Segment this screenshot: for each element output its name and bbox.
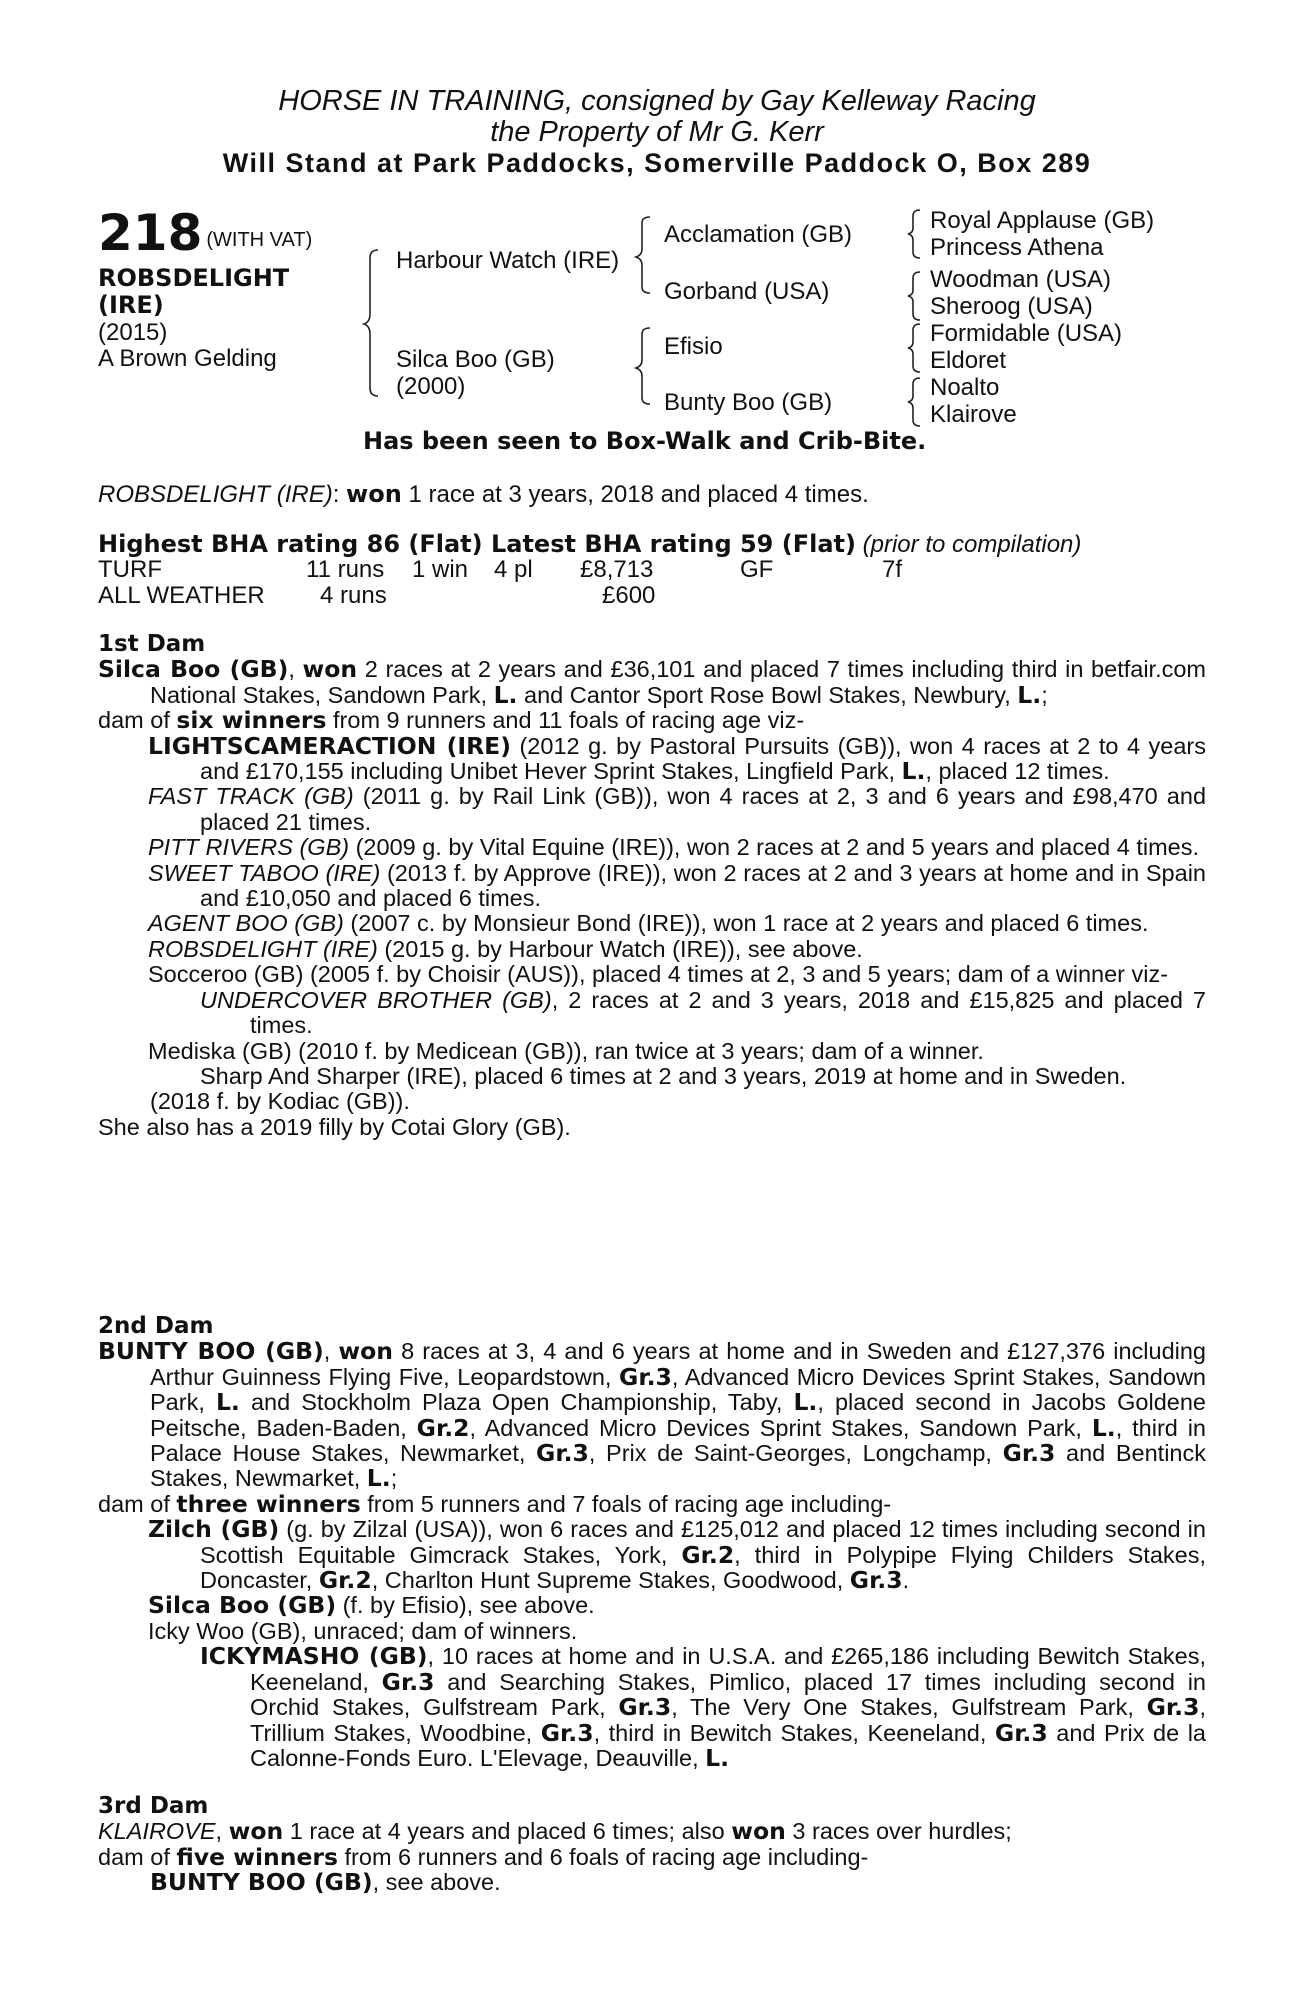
property-line: the Property of Mr G. Kerr [490, 116, 824, 148]
second-dam-produce: dam of three winners from 5 runners and 7 foals of racing age including- [98, 1489, 892, 1518]
first-dam-produce: dam of six winners from 9 runners and 11 foals of racing age viz- [98, 706, 805, 735]
race-summary: ROBSDELIGHT (IRE): won 1 race at 3 years, 2018 and placed 4 times. [98, 480, 869, 508]
ratings-line [98, 530, 1081, 559]
turf-distance: 7f [882, 556, 903, 583]
pedigree-dsd: Eldoret [930, 347, 1007, 374]
turf-earnings: £8,713 [580, 556, 654, 583]
produce-silca-boo: Silca Boo (GB) (f. by Efisio), see above. [148, 1591, 595, 1620]
aw-earnings: £600 [602, 582, 656, 609]
ratings-text: Highest BHA rating 86 (Flat) Latest BHA rating 59 (Flat) [98, 530, 856, 558]
horse-year: (2015) [98, 319, 168, 346]
pedigree-dam-year: (2000) [396, 373, 466, 400]
pedigree-sdd: Sheroog (USA) [930, 293, 1093, 320]
location-line: Will Stand at Park Paddocks, Somerville Paddock O, Box 289 [222, 148, 1092, 178]
produce-8-offspring: Sharp And Sharper (IRE), placed 6 times at 2 and 3 years, 2019 at home and in Sweden. [200, 1062, 1127, 1089]
produce-2: FAST TRACK (GB) (2011 g. by Rail Link (GB)), won 4 races at 2, 3 and 6 years and £98,470 and placed 21 times. [148, 783, 1207, 835]
horse-suffix: (IRE) [98, 291, 164, 319]
produce-icky-woo: Icky Woo (GB), unraced; dam of winners. [148, 1617, 578, 1644]
lot-number: 218 [98, 204, 203, 262]
produce-1: LIGHTSCAMERACTION (IRE) (2012 g. by Pastoral Pursuits (GB)), won 4 races at 2 to 4 years and £170,155 including Unibet Hever Sprint Stakes, Lingfield Park, L., placed 12 times. [148, 731, 1206, 786]
produce-6: ROBSDELIGHT (IRE) (2015 g. by Harbour Watch (IRE)), see above. [148, 935, 863, 962]
pedigree-brace-1 [364, 248, 384, 398]
horse-description: A Brown Gelding [98, 345, 277, 372]
second-dam-record: BUNTY BOO (GB), won 8 races at 3, 4 and 6 years at home and in Sweden and £127,376 including Arthur Guinness Flying Five, Leopardstown, Gr.3, Advanced Micro Devices Sprint Stakes, Sandown Park, L. and Stockholm Plaza Open Championship, Taby, L., placed second in Jacobs Goldene Peitsche, Baden-Baden, Gr.2, Advanced Micro Devices Sprint Stakes, Sandown Park, L., third in Palace House Stakes, Newmarket, Gr.3, Prix de Saint-Georges, Longchamp, Gr.3 and Bentinck Stakes, Newmarket, L.; [98, 1337, 1207, 1493]
third-dam-heading: 3rd Dam [98, 1793, 209, 1819]
first-dam-record: Silca Boo (GB), won 2 races at 2 years and £36,101 and placed 7 times including third in betfair.com National Stakes, Sandown Park, L. and Cantor Sport Rose Bowl Stakes, Newbury, L.; [98, 655, 1207, 709]
ratings-note: (prior to compilation) [862, 531, 1082, 558]
produce-zilch: Zilch (GB) (g. by Zilzal (USA)), won 6 races and £125,012 and placed 12 times including second in Scottish Equitable Gimcrack Stakes, York, Gr.2, third in Polypipe Flying Childers Stakes, Doncaster, Gr.2, Charlton Hunt Supreme Stakes, Goodwood, Gr.3. [148, 1515, 1206, 1595]
summary-horse-name: ROBSDELIGHT (IRE) [98, 481, 333, 508]
pedigree-dss: Formidable (USA) [930, 320, 1123, 347]
pedigree-sss: Royal Applause (GB) [930, 207, 1155, 234]
pedigree-dam: Silca Boo (GB) [396, 346, 555, 373]
pedigree-sire-dam: Gorband (USA) [664, 278, 830, 305]
turf-label: TURF [98, 556, 162, 583]
first-dam-section [98, 632, 1206, 1140]
produce-10: She also has a 2019 filly by Cotai Glory (GB). [98, 1113, 571, 1140]
pedigree-dam-sire: Efisio [664, 333, 723, 360]
pedigree-dds: Noalto [930, 374, 1000, 401]
turf-runs: 11 runs [306, 556, 385, 583]
pedigree-ssd: Princess Athena [930, 234, 1104, 261]
produce-bunty-boo: BUNTY BOO (GB), see above. [150, 1868, 501, 1897]
pedigree-sire-sire: Acclamation (GB) [664, 221, 853, 248]
first-dam-heading: 1st Dam [98, 631, 206, 657]
second-dam-section [98, 1314, 1206, 1771]
third-dam-record: KLAIROVE, won 1 race at 4 years and placed 6 times; also won 3 races over hurdles; [98, 1817, 1012, 1846]
produce-9: (2018 f. by Kodiac (GB)). [150, 1088, 410, 1115]
produce-7-offspring: UNDERCOVER BROTHER (GB), 2 races at 2 and 3 years, 2018 and £15,825 and placed 7 times. [200, 986, 1207, 1039]
pedigree-brace-6 [908, 322, 924, 374]
turf-wins: 1 win [412, 556, 469, 583]
turf-going: GF [740, 556, 774, 583]
produce-8: Mediska (GB) (2010 f. by Medicean (GB)), ran twice at 3 years; dam of a winner. [148, 1037, 984, 1064]
pedigree-brace-4 [908, 208, 924, 260]
pedigree-brace-7 [908, 376, 924, 428]
lot-number-block [98, 204, 313, 262]
third-dam-produce: dam of five winners from 6 runners and 6 foals of racing age including- [98, 1842, 869, 1871]
produce-5: AGENT BOO (GB) (2007 c. by Monsieur Bond (IRE)), won 1 race at 2 years and placed 6 times. [148, 910, 1149, 937]
sale-heading: HORSE IN TRAINING, consigned by Gay Kelleway Racing [278, 85, 1036, 117]
pedigree-dam-dam: Bunty Boo (GB) [664, 389, 833, 416]
aw-runs: 4 runs [320, 582, 387, 609]
vices-notice: Has been seen to Box-Walk and Crib-Bite. [363, 427, 927, 455]
aw-label: ALL WEATHER [98, 582, 265, 609]
pedigree-ddd: Klairove [930, 401, 1017, 428]
pedigree-brace-3 [636, 326, 656, 406]
pedigree-brace-5 [908, 270, 924, 322]
pedigree-sds: Woodman (USA) [930, 266, 1111, 293]
produce-7: Socceroo (GB) (2005 f. by Choisir (AUS)), placed 4 times at 2, 3 and 5 years; dam of a winner viz- [148, 961, 1169, 988]
produce-3: PITT RIVERS (GB) (2009 g. by Vital Equine (IRE)), won 2 races at 2 and 5 years and placed 4 times. [148, 834, 1200, 861]
pedigree-brace-2 [636, 215, 656, 295]
produce-4: SWEET TABOO (IRE) (2013 f. by Approve (IRE)), won 2 races at 2 and 3 years at home and in Spain and £10,050 and placed 6 times. [148, 859, 1206, 912]
turf-placed: 4 pl [494, 556, 533, 583]
third-dam-section [98, 1794, 1206, 1896]
summary-won: won [346, 480, 402, 508]
second-dam-heading: 2nd Dam [98, 1313, 214, 1339]
vat-label: (WITH VAT) [206, 229, 313, 251]
summary-text: 1 race at 3 years, 2018 and placed 4 times. [401, 481, 869, 508]
pedigree-sire: Harbour Watch (IRE) [396, 247, 620, 274]
produce-ickymasho: ICKYMASHO (GB), 10 races at home and in U.S.A. and £265,186 including Bewitch Stakes, Keeneland, Gr.3 and Searching Stakes, Pimlico, placed 17 times including second in Orchid Stakes, Gulfstream Park, Gr.3, The Very One Stakes, Gulfstream Park, Gr.3, Trillium Stakes, Woodbine, Gr.3, third in Bewitch Stakes, Keeneland, Gr.3 and Prix de la Calonne-Fonds Euro. L'Elevage, Deauville, L. [200, 1642, 1206, 1772]
horse-name: ROBSDELIGHT [98, 264, 290, 292]
